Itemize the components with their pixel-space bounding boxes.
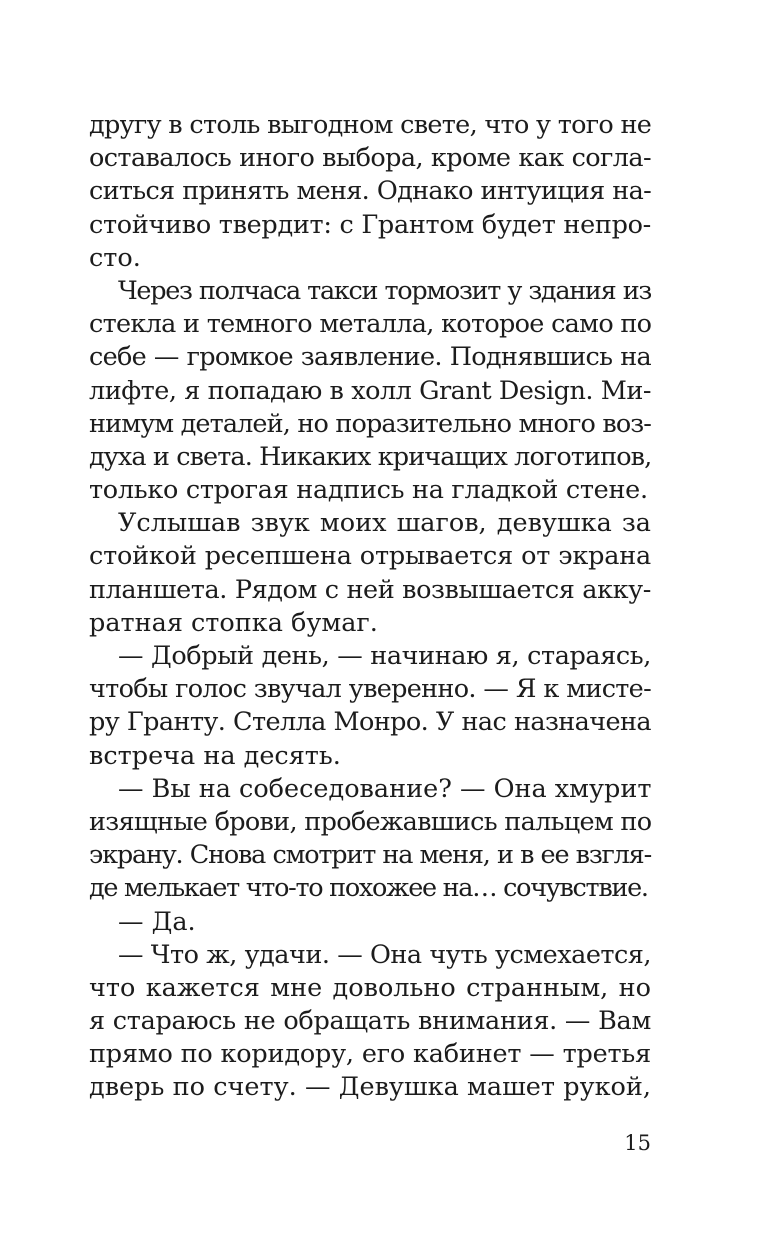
text-line: стойкой ресепшена отрывается от экрана	[89, 541, 651, 572]
body-text	[89, 109, 651, 1105]
text-line: — Да.	[118, 906, 196, 937]
text-line: нимум деталей, но поразительно много воз-	[89, 408, 651, 439]
text-line: прямо по коридору, его кабинет — третья	[89, 1039, 651, 1070]
text-line: планшета. Рядом с ней возвышается акку-	[89, 574, 651, 605]
text-line: ратная стопка бумаг.	[89, 607, 378, 638]
text-line: оставалось иного выбора, кроме как согла-	[89, 143, 651, 174]
text-line: сто.	[89, 242, 141, 273]
page-number: 15	[624, 1131, 651, 1155]
text-line: изящные брови, пробежавшись пальцем по	[89, 806, 652, 837]
text-line: я стараюсь не обращать внимания. — Вам	[89, 1006, 651, 1037]
text-line: себе — громкое заявление. Поднявшись на	[89, 342, 651, 373]
text-line: стекла и темного металла, которое само по	[89, 309, 652, 340]
text-line: стойчиво твердит: с Грантом будет непро-	[89, 209, 651, 240]
text-line: экрану. Снова смотрит на меня, и в ее взгля-	[89, 840, 651, 871]
text-line: встреча на десять.	[89, 740, 341, 771]
text-line: только строгая надпись на гладкой стене.	[89, 475, 648, 506]
text-line: Через полчаса такси тормозит у здания из	[118, 275, 651, 306]
text-line: чтобы голос звучал уверенно. — Я к мисте-	[89, 674, 651, 705]
text-line: ситься принять меня. Однако интуиция на-	[89, 176, 651, 207]
text-line: — Вы на собеседование? — Она хмурит	[118, 773, 652, 804]
text-line: что кажется мне довольно странным, но	[89, 972, 651, 1003]
text-line: Услышав звук моих шагов, девушка за	[118, 508, 651, 539]
text-line: — Что ж, удачи. — Она чуть усмехается,	[118, 939, 651, 970]
text-line: дверь по счету. — Девушка машет рукой,	[89, 1072, 651, 1103]
text-line: — Добрый день, — начинаю я, стараясь,	[118, 641, 651, 671]
text-line: другу в столь выгодном свете, что у того не	[89, 110, 652, 140]
text-line: де мелькает что-то похожее на… сочувствие.	[89, 873, 648, 904]
text-line: духа и света. Никаких кричащих логотипов,	[89, 441, 652, 472]
text-line: ру Гранту. Стелла Монро. У нас назначена	[89, 707, 651, 738]
text-line: лифте, я попадаю в холл Grant Design. Ми-	[89, 375, 651, 406]
